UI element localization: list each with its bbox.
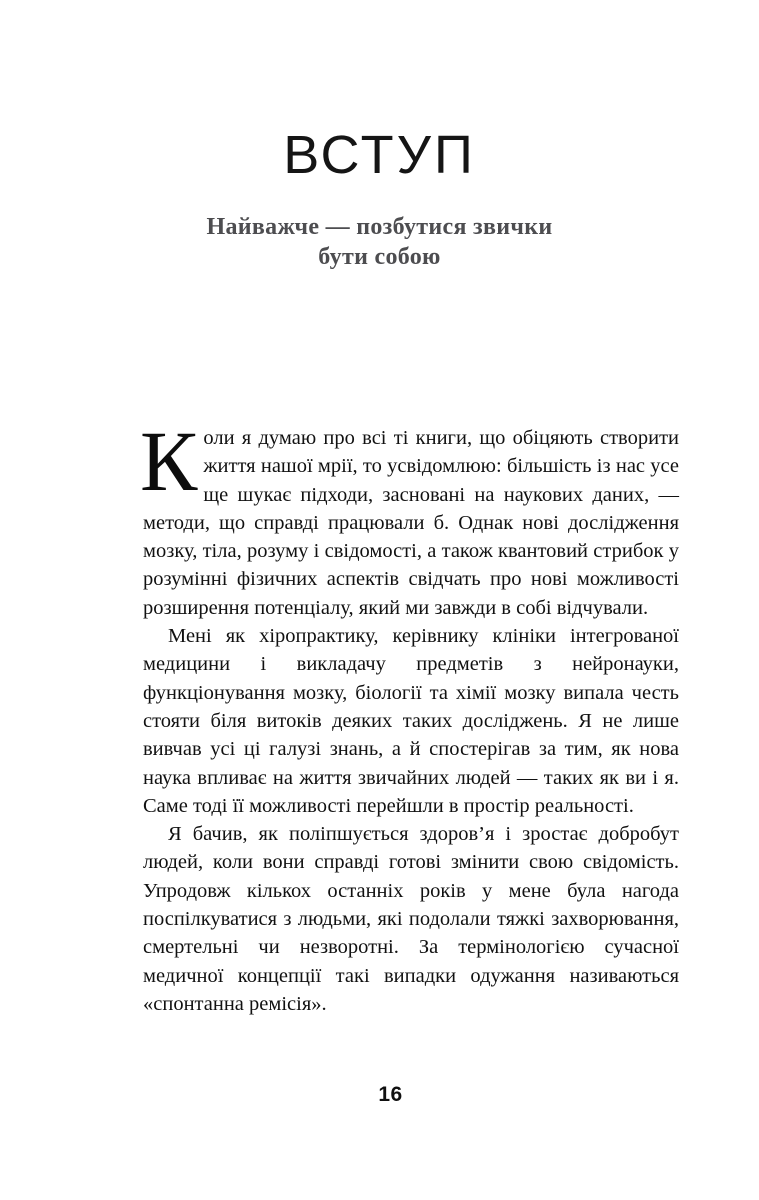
paragraph-2 xyxy=(143,622,679,820)
body-text-block xyxy=(140,413,679,1018)
paragraph-1-text: оли я думаю про всі ті книги, що обіцяють створити життя нашої мрії, то усвідомлюю: більшість із нас усе ще шукає підходи, засновані на наукових даних, — методи, що справді працювали б. Однак нові дослідження мозку, тіла, розуму і свідомості, а також квантовий стрибок у розумінні фізичних аспектів свідчать про нові можливості розширення потенціалу, який ми завжди в собі відчували. xyxy=(143,427,679,619)
paragraph-2-text: Мені як хіропрактику, керівнику клініки інтегрованої медицини і викладачу предметів з нейронауки, функціонування мозку, біології та хімії мозку випала честь стояти біля витоків деяких таких досліджень. Я не лише вивчав усі ці галузі знань, а й спостерігав за тим, як нова наука впливає на життя звичайних людей — таких як ви і я. Саме тоді її можливості перейшли в простір реальності. xyxy=(143,625,679,817)
page-number: 16 xyxy=(378,1083,403,1106)
chapter-subtitle xyxy=(0,212,759,272)
chapter-header xyxy=(0,125,759,185)
paragraph-3-text: Я бачив, як поліпшується здоров’я і зростає добробут людей, коли вони справді готові змінити свою свідомість. Упродовж кількох останніх років у мене була нагода поспілкуватися з людьми, які подолали тяжкі захворювання, смертельні чи незворотні. За термінологією сучасної медичної концепції такі випадки одужання називаються «спонтанна ремісія». xyxy=(143,823,679,1015)
chapter-subtitle-line-1: Найважче — позбутися звички xyxy=(206,214,553,240)
chapter-subtitle-line-2: бути собою xyxy=(318,244,441,270)
chapter-title: ВСТУП xyxy=(283,125,476,185)
drop-cap-initial: К xyxy=(140,413,198,509)
paragraph-1 xyxy=(140,413,679,622)
paragraph-3 xyxy=(143,820,679,1018)
